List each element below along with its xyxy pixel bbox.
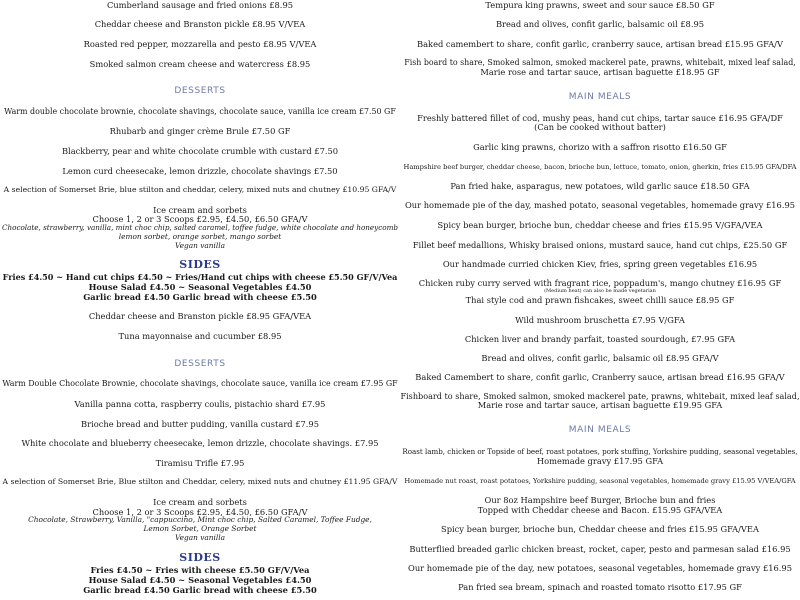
main-item: Butterflied breaded garlic chicken breast, rocket, caper, pesto and parmesan salad £16.95 (409, 544, 791, 554)
desserts-heading: DESSERTS (174, 86, 226, 96)
dessert-item: Warm double chocolate brownie, chocolate shavings, chocolate sauce, vanilla ice cream £7.50 GF (4, 107, 396, 116)
menu-item: Cumberland sausage and fried onions £8.95 (106, 0, 293, 10)
sides-item-cut: Garlic bread £4.50 Garlic bread with cheese £5.50 (83, 292, 317, 302)
main-item: Garlic king prawns, chorizo with a saffron risotto £16.50 GF (473, 142, 727, 152)
dessert-item: Vanilla panna cotta, raspberry coulis, pistachio shard £7.95 (74, 399, 326, 409)
ice-cream-choose: Choose 1, 2 or 3 Scoops £2.95, £4.50, £6.50 GFA/V (92, 507, 308, 517)
sides-item: Garlic bread £4.50 Garlic bread with cheese £5.50 (83, 585, 317, 595)
starter-item: Baked camembert to share, confit garlic, cranberry sauce, artisan bread £15.95 GFA/V (417, 39, 783, 49)
menu-item: Cheddar cheese and Branston pickle £8.95 V/VEA (94, 19, 306, 29)
ice-cream-flavours: lemon sorbet, orange sorbet, mango sorbet (118, 232, 282, 241)
fish-board-item: Fish board to share, Smoked salmon, smoked mackerel pate, prawns, whitebait, mixed leaf salad, (404, 58, 796, 67)
right-menu-column (400, 0, 800, 600)
curry-note: (Medium heat) can also be made vegetarian (544, 288, 656, 294)
main-meals-heading: MAIN MEALS (568, 425, 632, 435)
main-item: Pan fried sea bream, spinach and roasted tomato risotto £17.95 GF (458, 582, 742, 592)
cheese-board-item: A selection of Somerset Brie, Blue stilton and Cheddar, celery, mixed nuts and chutney £11.95 GFA/V (2, 477, 398, 486)
dessert-item: Blackberry, pear and white chocolate crumble with custard £7.50 (61, 146, 339, 156)
cut-line: Thai style cod and prawn fishcakes, sweet chilli sauce £8.95 GF (465, 295, 735, 305)
main-item: Roast lamb, chicken or Topside of beef, roast potatoes, pork stuffing, Yorkshire pudding, seasonal vegetables, (402, 447, 798, 456)
main-item: Our homemade pie of the day, mashed potato, seasonal vegetables, homemade gravy £16.95 (404, 200, 796, 210)
menu-item: Smoked salmon cream cheese and watercress £8.95 (89, 59, 311, 69)
dessert-item: Brioche bread and butter pudding, vanilla custard £7.95 (81, 419, 319, 429)
dessert-item: Tiramisu Trifle £7.95 (155, 458, 245, 468)
ice-cream-title: Ice cream and sorbets (153, 205, 247, 215)
ice-cream-title: Ice cream and sorbets (153, 497, 247, 507)
sides-item: House Salad £4.50 ~ Seasonal Vegetables £4.50 (88, 282, 312, 292)
ice-cream-choose: Choose 1, 2 or 3 Scoops £2.95, £4.50, £6.50 GFA/V (92, 214, 308, 224)
starter-item: Chicken liver and brandy parfait, toasted sourdough, £7.95 GFA (464, 334, 736, 344)
cheese-board-item: A selection of Somerset Brie, blue stilton and cheddar, celery, mixed nuts and chutney £10.95 GFA/V (3, 185, 397, 194)
starter-item: Wild mushroom bruschetta £7.95 V/GFA (515, 315, 685, 325)
dessert-item: Lemon curd cheesecake, lemon drizzle, chocolate shavings £7.50 (62, 166, 338, 176)
ice-cream-flavours: Chocolate, strawberry, vanilla, mint choc chip, salted caramel, toffee fudge, white chocolate and honeycomb (1, 223, 398, 232)
fish-board-item: Marie rose and tartar sauce, artisan baguette £19.95 GFA (477, 400, 723, 410)
main-item: Our homemade pie of the day, new potatoes, seasonal vegetables, homemade gravy £16.95 (408, 563, 792, 573)
main-item: Spicy bean burger, brioche bun, Cheddar cheese and fries £15.95 GFA/VEA (441, 524, 759, 534)
fish-board-item: Fishboard to share, Smoked salmon, smoked mackerel pate, prawns, whitebait, mixed leaf salad, (400, 391, 800, 401)
starter-item: Baked Camembert to share, confit garlic, Cranberry sauce, artisan bread £16.95 GFA/V (415, 372, 785, 382)
main-item: Homemade gravy £17.95 GFA (536, 456, 664, 466)
main-meals-heading: MAIN MEALS (568, 92, 632, 102)
main-item-note: (Can be cooked without batter) (534, 122, 666, 132)
sides-heading: SIDES (179, 258, 221, 271)
main-item: Freshly battered fillet of cod, mushy peas, hand cut chips, tartar sauce £16.95 GFA/DF (417, 113, 783, 123)
ice-cream-vegan: Vegan vanilla (174, 533, 226, 542)
dessert-item: Rhubarb and ginger crème Brule £7.50 GF (109, 126, 291, 136)
starter-item: Tempura king prawns, sweet and sour sauce £8.50 GF (485, 0, 715, 10)
fish-board-item: Marie rose and tartar sauce, artisan baguette £18.95 GF (480, 67, 720, 77)
main-item: Spicy bean burger, brioche bun, cheddar cheese and fries £15.95 V/GFA/VEA (437, 220, 763, 230)
menu-item: Cheddar cheese and Branston pickle £8.95 GFA/VEA (88, 311, 312, 321)
main-item: Chicken ruby curry served with fragrant rice, poppadum's, mango chutney £16.95 GF (418, 278, 782, 288)
menu-item: Tuna mayonnaise and cucumber £8.95 (118, 331, 282, 341)
main-item: Fillet beef medallions, Whisky braised onions, mustard sauce, hand cut chips, £25.50 GF (412, 240, 788, 250)
main-item: Hampshire beef burger, cheddar cheese, bacon, brioche bun, lettuce, tomato, onion, gherkin, fries £15.95 GFA/DFA (403, 163, 797, 171)
sides-item: Fries £4.50 ~ Fries with cheese £5.50 GF/V/Vea (90, 565, 310, 575)
ice-cream-flavours: Lemon Sorbet, Orange Sorbet (143, 524, 257, 533)
main-item: Our 8oz Hampshire beef Burger, Brioche bun and fries (484, 495, 716, 505)
main-item: Homemade nut roast, roast potatoes, Yorkshire pudding, seasonal vegetables, homemade gravy £15.95 V/VEA/GFA (404, 477, 796, 485)
main-item: Our handmade curried chicken Kiev, fries, spring green vegetables £16.95 (442, 259, 758, 269)
main-item: Pan fried hake, asparagus, new potatoes, wild garlic sauce £18.50 GFA (450, 181, 750, 191)
ice-cream-vegan: Vegan vanilla (174, 241, 226, 250)
sides-item: Fries £4.50 ~ Hand cut chips £4.50 ~ Fries/Hand cut chips with cheese £5.50 GF/V/Vea (2, 272, 398, 282)
dessert-item: White chocolate and blueberry cheesecake, lemon drizzle, chocolate shavings. £7.95 (21, 438, 379, 448)
menu-item: Roasted red pepper, mozzarella and pesto £8.95 V/VEA (83, 39, 317, 49)
dessert-item: Warm Double Chocolate Brownie, chocolate shavings, chocolate sauce, vanilla ice cream £7.95 GF (2, 379, 398, 388)
starter-item: Bread and olives, confit garlic, balsamic oil £8.95 GFA/V (481, 353, 719, 363)
main-item: Topped with Cheddar cheese and Bacon. £15.95 GFA/VEA (477, 505, 723, 515)
starter-item: Bread and olives, confit garlic, balsamic oil £8.95 (495, 19, 705, 29)
ice-cream-flavours: Chocolate, Strawberry, Vanilla, "cappuccino, Mint choc chip, Salted Caramel, Toffee Fudge, (28, 515, 372, 524)
desserts-heading: DESSERTS (174, 359, 226, 369)
sides-item: House Salad £4.50 ~ Seasonal Vegetables £4.50 (88, 575, 312, 585)
sides-heading: SIDES (179, 551, 221, 564)
